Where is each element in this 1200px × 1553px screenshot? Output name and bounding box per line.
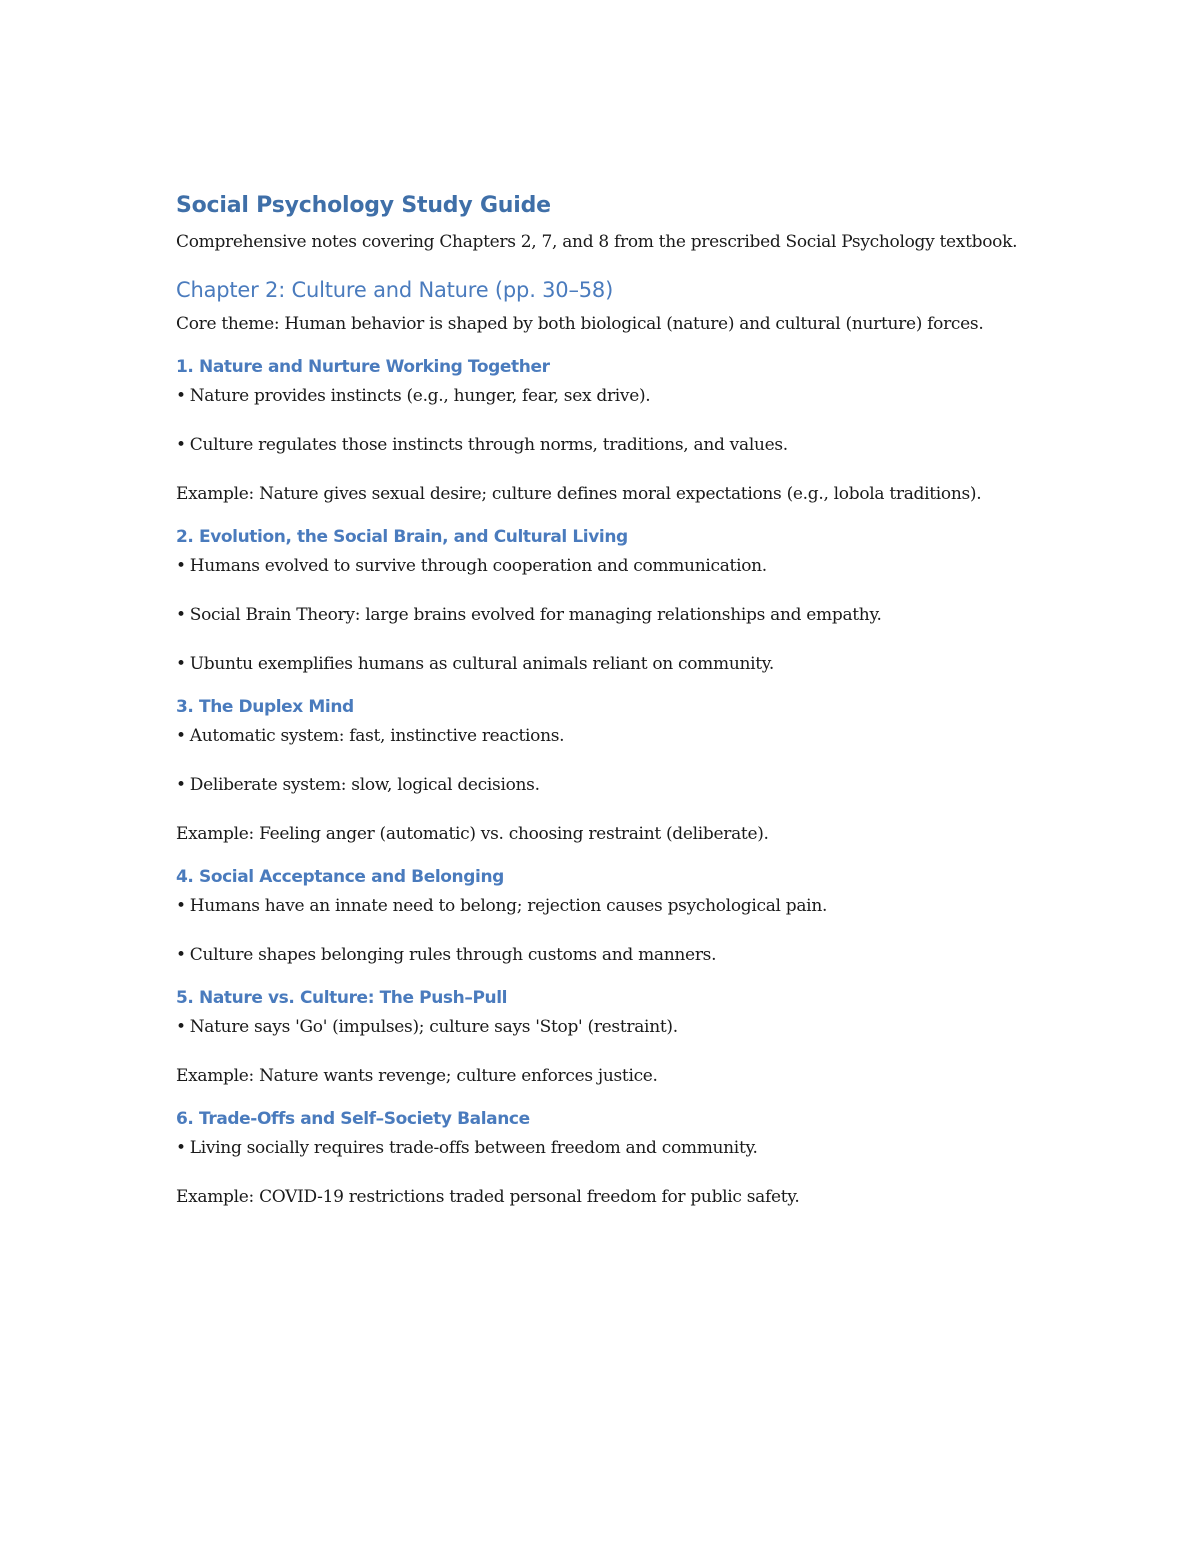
- bullet-item: [176, 941, 1026, 969]
- bullet-item: [176, 1013, 1026, 1041]
- section-example: Example: Feeling anger (automatic) vs. choosing restraint (deliberate).: [176, 824, 769, 844]
- section-1: [176, 354, 1026, 508]
- document-page: [176, 190, 1026, 1211]
- bullet-item: [176, 722, 1026, 750]
- bullet-text: Culture shapes belonging rules through customs and manners.: [189, 945, 717, 965]
- bullet-text: Humans have an innate need to belong; rejection causes psychological pain.: [189, 896, 828, 916]
- bullet-item: [176, 552, 1026, 580]
- section-title: 3. The Duplex Mind: [176, 697, 354, 717]
- bullet-text: Humans evolved to survive through cooperation and communication.: [189, 556, 767, 576]
- bullet-text: Living socially requires trade-offs between freedom and community.: [189, 1138, 758, 1158]
- bullet-symbol: •: [176, 726, 186, 746]
- bullet-text: Automatic system: fast, instinctive reactions.: [189, 726, 565, 746]
- section-title: 2. Evolution, the Social Brain, and Cultural Living: [176, 527, 628, 547]
- section-3: [176, 694, 1026, 848]
- bullet-symbol: •: [176, 1138, 186, 1158]
- bullet-symbol: •: [176, 896, 186, 916]
- section-6: [176, 1106, 1026, 1211]
- bullet-symbol: •: [176, 654, 186, 674]
- section-example: Example: COVID-19 restrictions traded personal freedom for public safety.: [176, 1187, 800, 1207]
- bullet-symbol: •: [176, 775, 186, 795]
- section-example: Example: Nature wants revenge; culture enforces justice.: [176, 1066, 658, 1086]
- bullet-item: [176, 601, 1026, 629]
- bullet-symbol: •: [176, 1017, 186, 1037]
- bullet-text: Nature provides instincts (e.g., hunger, fear, sex drive).: [189, 386, 651, 406]
- chapter-title: Chapter 2: Culture and Nature (pp. 30–58): [176, 278, 614, 302]
- bullet-text: Deliberate system: slow, logical decisions.: [189, 775, 540, 795]
- bullet-item: [176, 382, 1026, 410]
- chapter-core-theme: Core theme: Human behavior is shaped by both biological (nature) and cultural (nurture) forces.: [176, 314, 984, 334]
- section-title: 6. Trade-Offs and Self–Society Balance: [176, 1109, 530, 1129]
- section-2: [176, 524, 1026, 678]
- bullet-text: Social Brain Theory: large brains evolved for managing relationships and empathy.: [189, 605, 882, 625]
- bullet-text: Ubuntu exemplifies humans as cultural animals reliant on community.: [189, 654, 774, 674]
- bullet-symbol: •: [176, 435, 186, 455]
- bullet-item: [176, 650, 1026, 678]
- bullet-text: Nature says 'Go' (impulses); culture says 'Stop' (restraint).: [189, 1017, 678, 1037]
- bullet-item: [176, 431, 1026, 459]
- section-title: 5. Nature vs. Culture: The Push–Pull: [176, 988, 508, 1008]
- document-title: Social Psychology Study Guide: [176, 193, 551, 218]
- section-4: [176, 864, 1026, 969]
- bullet-item: [176, 771, 1026, 799]
- section-5: [176, 985, 1026, 1090]
- bullet-text: Culture regulates those instincts through norms, traditions, and values.: [189, 435, 788, 455]
- bullet-item: [176, 1134, 1026, 1162]
- bullet-symbol: •: [176, 386, 186, 406]
- section-example: Example: Nature gives sexual desire; culture defines moral expectations (e.g., lobola traditions).: [176, 484, 982, 504]
- section-title: 1. Nature and Nurture Working Together: [176, 357, 550, 377]
- document-intro: Comprehensive notes covering Chapters 2, 7, and 8 from the prescribed Social Psychology textbook.: [176, 232, 1018, 252]
- bullet-item: [176, 892, 1026, 920]
- section-title: 4. Social Acceptance and Belonging: [176, 867, 504, 887]
- bullet-symbol: •: [176, 556, 186, 576]
- bullet-symbol: •: [176, 945, 186, 965]
- bullet-symbol: •: [176, 605, 186, 625]
